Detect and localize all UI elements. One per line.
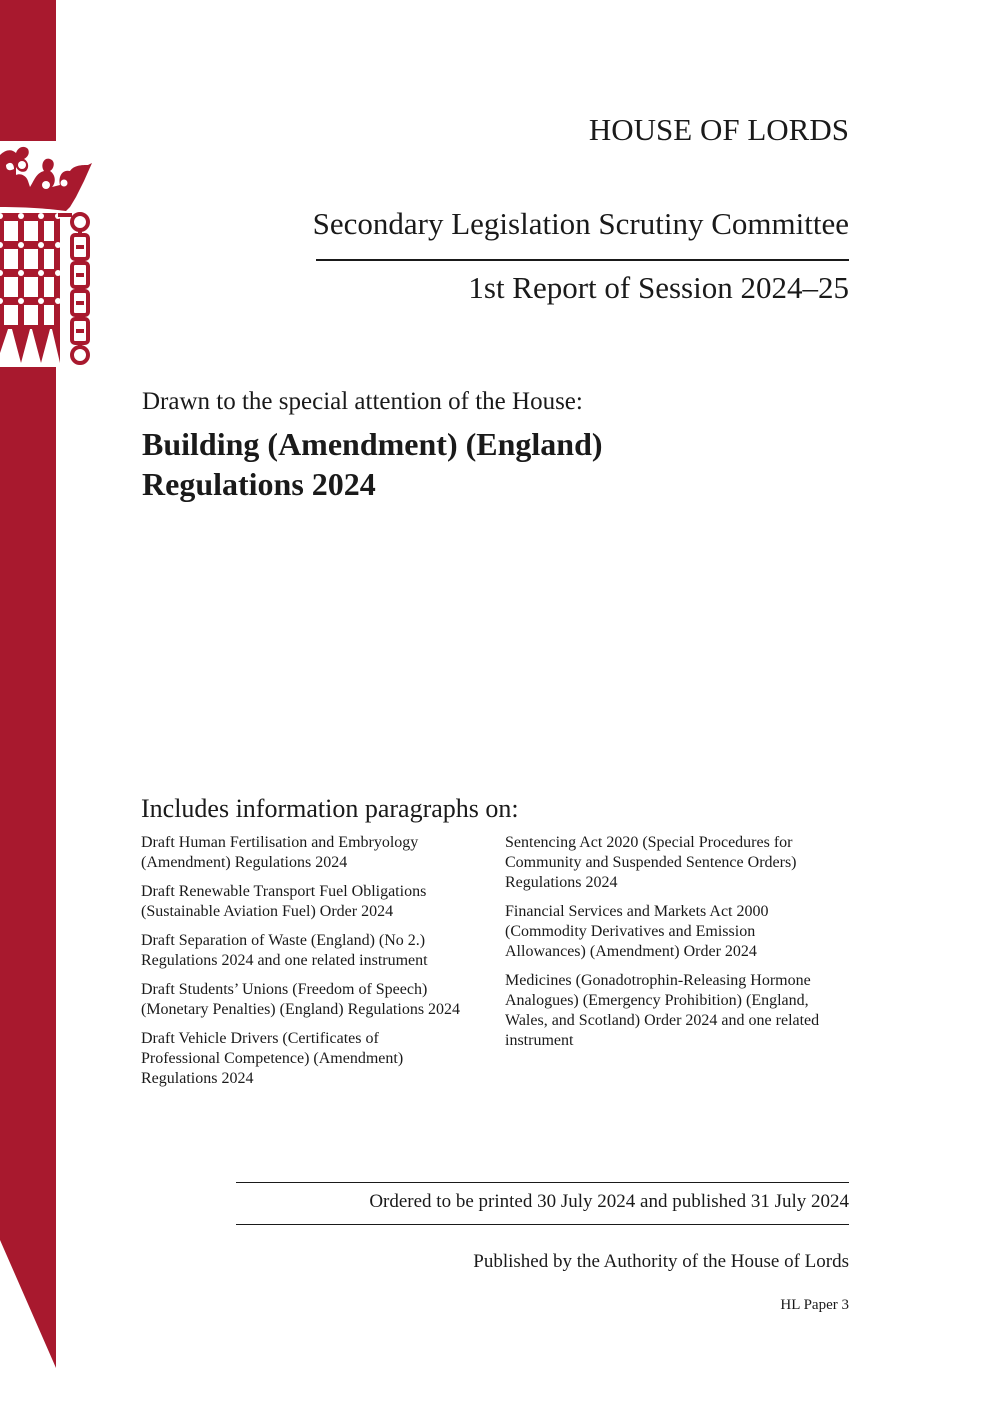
report-title-line2: Regulations 2024 bbox=[142, 466, 376, 502]
list-item: Draft Vehicle Drivers (Certificates of Professional Competence) (Amendment) Regulations 2024 bbox=[141, 1030, 404, 1087]
includes-right-column bbox=[505, 833, 855, 1060]
ordered-text: Ordered to be printed 30 July 2024 and published 31 July 2024 bbox=[369, 1191, 849, 1212]
red-band-bottom bbox=[0, 367, 56, 1368]
red-band-top bbox=[0, 0, 56, 141]
list-item: Sentencing Act 2020 (Special Procedures for Community and Suspended Sentence Orders) Regulations 2024 bbox=[505, 834, 797, 891]
published-by: Published by the Authority of the House of Lords bbox=[473, 1251, 849, 1272]
list-item: Medicines (Gonadotrophin-Releasing Hormone Analogues) (Emergency Prohibition) (England, Wales, and Scotland) Order 2024 and one related instrument bbox=[505, 972, 820, 1049]
footer-rule-top bbox=[236, 1182, 849, 1183]
list-item: Financial Services and Markets Act 2000 (Commodity Derivatives and Emission Allowances) (Amendment) Order 2024 bbox=[505, 903, 769, 960]
list-item: Draft Renewable Transport Fuel Obligations (Sustainable Aviation Fuel) Order 2024 bbox=[141, 883, 427, 920]
paper-number: HL Paper 3 bbox=[780, 1297, 849, 1313]
report-title-line1: Building (Amendment) (England) bbox=[142, 426, 603, 462]
report-session: 1st Report of Session 2024–25 bbox=[468, 270, 849, 305]
portcullis-crown-icon bbox=[0, 141, 100, 367]
house-title: HOUSE OF LORDS bbox=[588, 112, 849, 147]
includes-left-column bbox=[141, 833, 486, 1098]
list-item: Draft Separation of Waste (England) (No 2.) Regulations 2024 and one related instrument bbox=[141, 932, 428, 969]
committee-name: Secondary Legislation Scrutiny Committee bbox=[312, 206, 849, 241]
list-item: Draft Human Fertilisation and Embryology (Amendment) Regulations 2024 bbox=[141, 834, 419, 871]
header-rule bbox=[316, 259, 849, 261]
list-item: Draft Students’ Unions (Freedom of Speech) (Monetary Penalties) (England) Regulations 2024 bbox=[141, 981, 461, 1018]
includes-heading: Includes information paragraphs on: bbox=[141, 794, 519, 823]
intro-text: Drawn to the special attention of the House: bbox=[142, 388, 583, 415]
footer-rule-bottom bbox=[236, 1224, 849, 1225]
